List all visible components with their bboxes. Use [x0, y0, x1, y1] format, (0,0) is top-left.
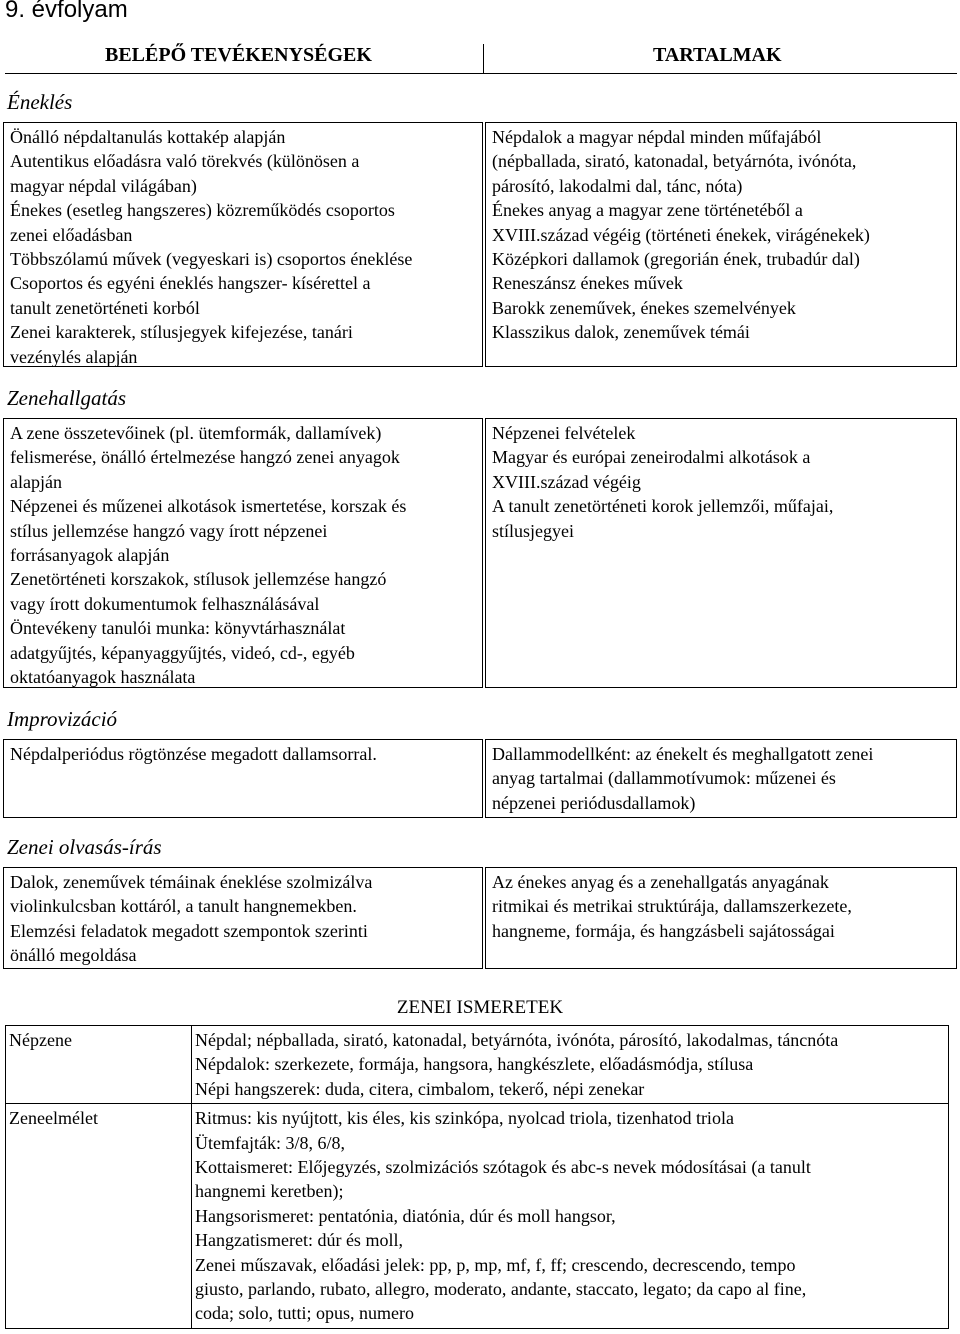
listening-activities: A zene összetevőinek (pl. ütemformák, dallamívek) felismerése, önálló értelmezése hangzó zenei anyagok alapján Népzenei és műzenei alkotások ismertetése, korszak és stílus jellemzése hangzó vagy írott népzenei forrásanyagok alapján Zenetörténeti korszakok, stílusok jellemzése hangzó vagy írott dokumentumok felhasználásával Öntevékeny tanulói munka: könyvtárhasználat adatgyűjtés, képanyaggyűjtés, videó, cd-, egyéb oktatóanyagok használata — [3, 418, 483, 688]
right-column-header: TARTALMAK — [653, 44, 782, 66]
knowledge-label-folk: Népzene — [6, 1026, 192, 1104]
improvisation-contents: Dallammodellként: az énekelt és meghallgatott zenei anyag tartalmai (dallammotívumok: műzenei és népzenei periódusdallamok) — [485, 739, 957, 818]
section-title-listening: Zenehallgatás — [7, 386, 126, 410]
table-row — [6, 1104, 949, 1329]
improvisation-activities: Népdalperiódus rögtönzése megadott dallamsorral. — [3, 739, 483, 818]
knowledge-table — [5, 1025, 949, 1329]
left-column-header: BELÉPŐ TEVÉKENYSÉGEK — [105, 44, 372, 66]
header-column-divider — [483, 44, 484, 73]
listening-contents: Népzenei felvételek Magyar és európai zeneirodalmi alkotások a XVIII.század végéig A tanult zenetörténeti korok jellemzői, műfajai, stílusjegyei — [485, 418, 957, 688]
section-title-improvisation: Improvizáció — [7, 707, 118, 731]
reading-writing-contents: Az énekes anyag és a zenehallgatás anyagának ritmikai és metrikai struktúrája, dallamszerkezete, hangneme, formája, és hangzásbeli sajátosságai — [485, 867, 957, 969]
singing-contents: Népdalok a magyar népdal minden műfajából (népballada, sirató, katonadal, betyárnóta, ivónóta, párosító, lakodalmi dal, tánc, nóta) Énekes anyag a magyar zene történetéből a XVIII.század végéig (történeti énekek, virágénekek) Középkori dallamok (gregorián ének, trubadúr dal) Reneszánsz énekes művek Barokk zeneművek, énekes szemelvények Klasszikus dalok, zeneművek témái — [485, 122, 957, 367]
table-row — [6, 1026, 949, 1104]
knowledge-content-theory: Ritmus: kis nyújtott, kis éles, kis szinkópa, nyolcad triola, tizenhatod triola Ütemfajták: 3/8, 6/8, Kottaismeret: Előjegyzés, szolmizációs szótagok és abc-s nevek módosításai (a tanult hangnemi keretben); Hangsorismeret: pentatónia, diatónia, dúr és moll hangsor, Hangzatismeret: dúr és moll, Zenei műszavak, előadási jelek: pp, p, mp, mf, f, ff; crescendo, decrescendo, tempo giusto, parlando, rubato, allegro, moderato, andante, staccato, legato; da capo al fine, coda; solo, tutti; opus, numero — [192, 1104, 949, 1329]
knowledge-label-theory: Zeneelmélet — [6, 1104, 192, 1329]
knowledge-content-folk: Népdal; népballada, sirató, katonadal, betyárnóta, ivónóta, párosító, lakodalmas, táncnóta Népdalok: szerkezete, formája, hangsora, hangkészlete, előadásmódja, stílusa Népi hangszerek: duda, citera, cimbalom, tekerő, népi zenekar — [192, 1026, 949, 1104]
grade-title: 9. évfolyam — [5, 0, 128, 23]
singing-activities: Önálló népdaltanulás kottakép alapján Autentikus előadásra való törekvés (különösen a magyar népdal világában) Énekes (esetleg hangszeres) közreműködés csoportos zenei előadásban Többszólamú művek (vegyeskari is) csoportos éneklése Csoportos és egyéni éneklés hangszer- kísérettel a tanult zenetörténeti korból Zenei karakterek, stílusjegyek kifejezése, tanári vezénylés alapján — [3, 122, 483, 367]
reading-writing-activities: Dalok, zeneművek témáinak éneklése szolmizálva violinkulcsban kottáról, a tanult hangnemekben. Elemzési feladatok megadott szempontok szerinti önálló megoldása — [3, 867, 483, 969]
knowledge-title: ZENEI ISMERETEK — [396, 997, 564, 1018]
header-divider — [5, 73, 957, 74]
section-title-reading-writing: Zenei olvasás-írás — [7, 835, 162, 859]
section-title-singing: Éneklés — [7, 90, 73, 114]
